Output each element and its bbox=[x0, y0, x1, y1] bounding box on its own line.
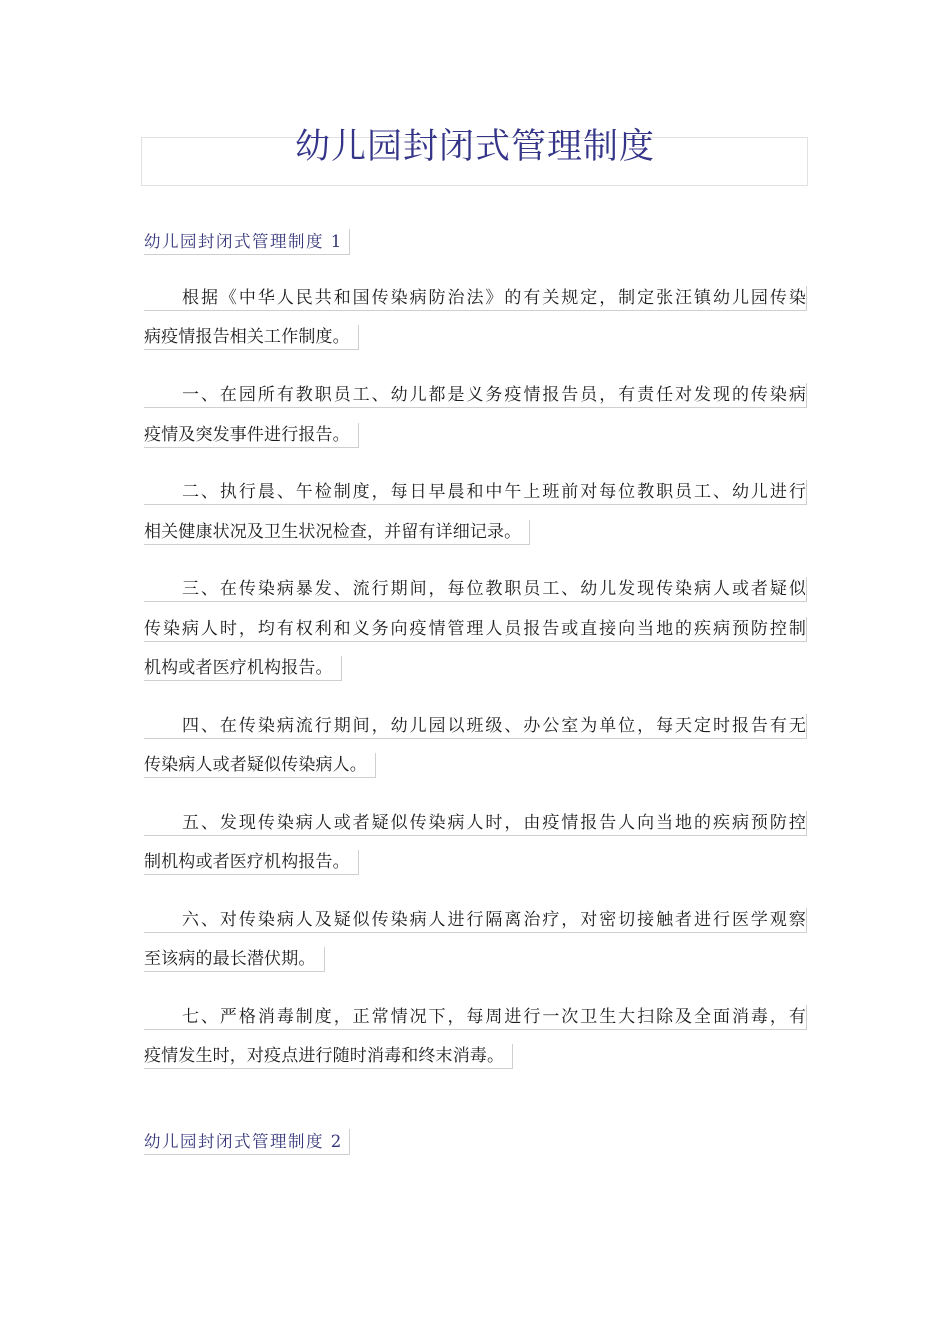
section-heading-1: 幼儿园封闭式管理制度 1 bbox=[144, 229, 350, 255]
paragraph-6-line-2: 制机构或者医疗机构报告。 bbox=[144, 850, 359, 875]
paragraph-3-line-2: 相关健康状况及卫生状况检查，并留有详细记录。 bbox=[144, 520, 530, 545]
paragraph-7-line-2: 至该病的最长潜伏期。 bbox=[144, 947, 325, 972]
paragraph-4-line-1: 三、在传染病暴发、流行期间，每位教职员工、幼儿发现传染病人或者疑似 bbox=[144, 577, 807, 602]
paragraph-2-line-2: 疫情及突发事件进行报告。 bbox=[144, 423, 359, 448]
paragraph-7-line-1: 六、对传染病人及疑似传染病人进行隔离治疗，对密切接触者进行医学观察 bbox=[144, 908, 807, 933]
paragraph-8-line-1: 七、严格消毒制度，正常情况下，每周进行一次卫生大扫除及全面消毒，有 bbox=[144, 1005, 807, 1030]
document-title: 幼儿园封闭式管理制度 bbox=[294, 127, 655, 167]
paragraph-6-line-1: 五、发现传染病人或者疑似传染病人时，由疫情报告人向当地的疾病预防控 bbox=[144, 811, 807, 836]
paragraph-4-line-2: 传染病人时，均有权利和义务向疫情管理人员报告或直接向当地的疾病预防控制 bbox=[144, 617, 807, 642]
paragraph-4-line-3: 机构或者医疗机构报告。 bbox=[144, 656, 342, 681]
paragraph-2-line-1: 一、在园所有教职员工、幼儿都是义务疫情报告员，有责任对发现的传染病 bbox=[144, 383, 807, 408]
paragraph-8-line-2: 疫情发生时，对疫点进行随时消毒和终末消毒。 bbox=[144, 1044, 513, 1069]
paragraph-5-line-2: 传染病人或者疑似传染病人。 bbox=[144, 753, 376, 778]
paragraph-1-line-1: 根据《中华人民共和国传染病防治法》的有关规定，制定张汪镇幼儿园传染 bbox=[144, 286, 807, 311]
paragraph-3-line-1: 二、执行晨、午检制度，每日早晨和中午上班前对每位教职员工、幼儿进行 bbox=[144, 480, 807, 505]
section-heading-2: 幼儿园封闭式管理制度 2 bbox=[144, 1129, 350, 1155]
paragraph-5-line-1: 四、在传染病流行期间，幼儿园以班级、办公室为单位，每天定时报告有无 bbox=[144, 714, 807, 739]
paragraph-1-line-2: 病疫情报告相关工作制度。 bbox=[144, 325, 359, 350]
